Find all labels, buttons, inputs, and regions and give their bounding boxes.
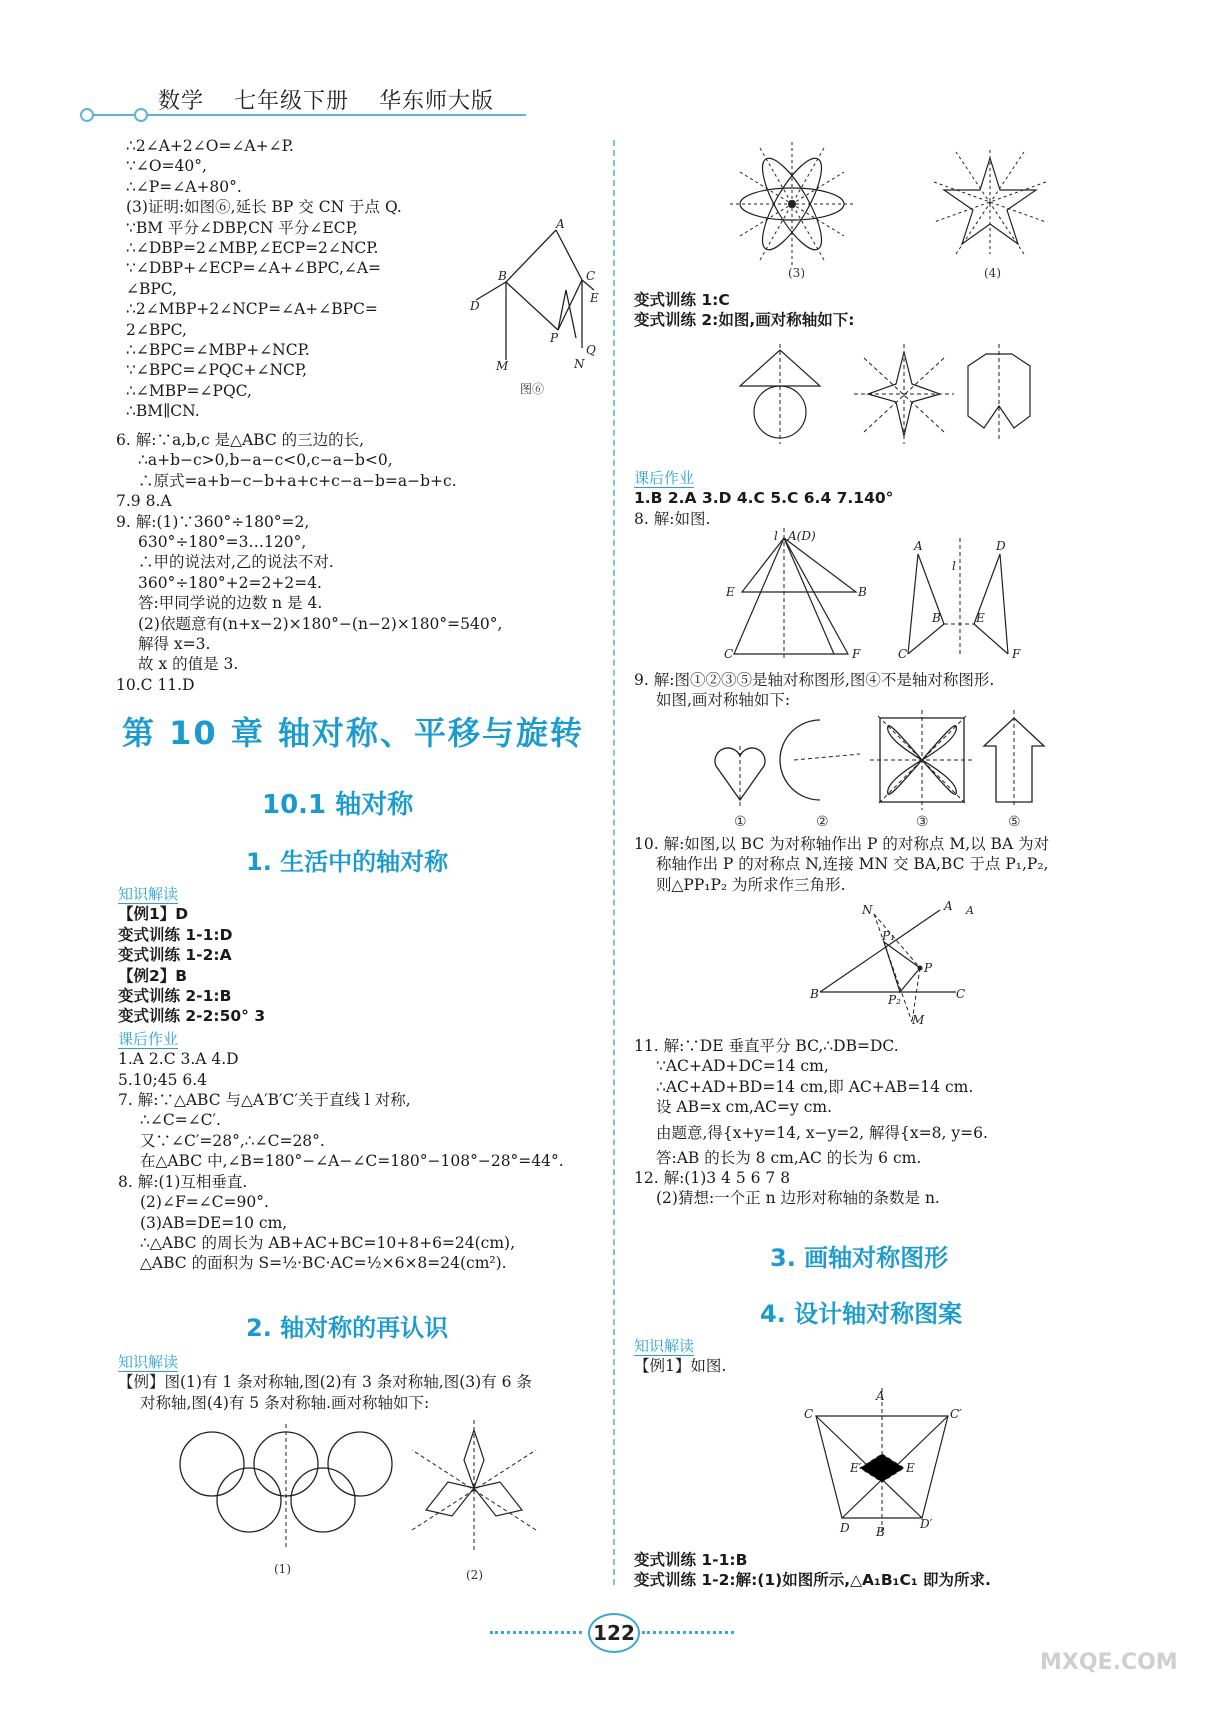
header-subject: 数学 xyxy=(158,89,205,114)
svg-text:D: D xyxy=(840,1521,850,1535)
text-line: ∴∠P=∠A+80°. xyxy=(126,177,242,196)
svg-text:E: E xyxy=(906,1461,915,1475)
text-line: 又∵∠C′=28°,∴∠C=28°. xyxy=(140,1131,325,1150)
label-circle-5: ⑤ xyxy=(1008,814,1021,830)
text-line: 630°÷180°=3…120°, xyxy=(138,533,307,552)
text-line: 7. 解:∵△ABC 与△A′B′C′关于直线 l 对称, xyxy=(118,1091,411,1110)
tag-knowledge: 知识解读 xyxy=(118,1353,179,1371)
svg-text:B: B xyxy=(932,611,941,625)
text-line: ∴∠DBP=2∠MBP,∠ECP=2∠NCP. xyxy=(126,239,379,258)
text-line: 8. 解:如图. xyxy=(634,509,711,528)
page-number: 122 xyxy=(588,1613,640,1653)
figure-variant-2 xyxy=(734,344,1064,444)
text-line: (3)AB=DE=10 cm, xyxy=(140,1213,288,1232)
svg-text:F: F xyxy=(852,647,861,661)
page-header xyxy=(158,84,516,115)
header-edition: 华东师大版 xyxy=(379,89,495,114)
svg-text:D: D xyxy=(996,539,1006,553)
text-line: △ABC 的面积为 S=½·BC·AC=½×6×8=24(cm²). xyxy=(140,1254,507,1273)
text-line xyxy=(634,1570,991,1590)
right-variant-block xyxy=(634,290,854,331)
left-example-block xyxy=(118,882,564,1274)
label-circle-3: ③ xyxy=(916,814,929,830)
svg-text:C: C xyxy=(804,1407,814,1421)
right-homework-block xyxy=(634,466,893,529)
text-line: ∠BPC, xyxy=(126,279,178,298)
text-line: 8. 解:(1)互相垂直. xyxy=(118,1172,248,1191)
text-line: 11. 解:∵DE 垂直平分 BC,∴DB=DC. xyxy=(634,1037,899,1055)
text-line: 则△PP₁P₂ 为所求作三角形. xyxy=(656,875,846,894)
text-line: (2)依题意有(n+x−2)×180°−(n−2)×180°=540°, xyxy=(138,614,503,633)
svg-text:M: M xyxy=(496,359,509,373)
figure-1-caption: (1) xyxy=(274,1562,291,1576)
svg-text:D′: D′ xyxy=(920,1517,933,1531)
text-line: 【例1】如图. xyxy=(634,1357,727,1376)
svg-text:A: A xyxy=(914,539,923,553)
text-line: 设 AB=x cm,AC=y cm. xyxy=(656,1098,833,1117)
svg-text:C: C xyxy=(724,647,734,661)
text-line: 变式训练 1:C xyxy=(634,291,730,309)
label-circle-1: ① xyxy=(734,814,747,830)
figure-3-caption: (3) xyxy=(788,266,805,280)
svg-text:P: P xyxy=(924,961,933,975)
text-line: ∴2∠A+2∠O=∠A+∠P. xyxy=(126,137,294,155)
text-line: ∴2∠MBP+2∠NCP=∠A+∠BPC= xyxy=(126,300,378,319)
figure-q8 xyxy=(718,528,1048,660)
svg-text:E′: E′ xyxy=(850,1461,862,1475)
svg-text:A(D): A(D) xyxy=(788,529,816,543)
svg-text:B: B xyxy=(498,269,507,283)
svg-text:l: l xyxy=(952,559,956,573)
text-line: ∴∠BPC=∠MBP+∠NCP. xyxy=(126,341,310,360)
text-line: (2)猜想:一个正 n 边形对称轴的条数是 n. xyxy=(656,1189,940,1208)
text-line: ∵AC+AD+DC=14 cm, xyxy=(656,1057,829,1076)
left-example2-block xyxy=(118,1350,532,1413)
text-line: 答:AB 的长为 8 cm,AC 的长为 6 cm. xyxy=(656,1148,922,1167)
page-number-rule xyxy=(642,1631,734,1634)
svg-text:B: B xyxy=(810,987,819,1001)
text-line: 变式训练 1-2:解:(1)如图所示,△A₁B₁C₁ 即为所求. xyxy=(634,1571,991,1590)
text-line: 5.10;45 6.4 xyxy=(118,1070,208,1089)
figure-2-caption: (2) xyxy=(466,1568,483,1582)
text-line: 10. 解:如图,以 BC 为对称轴作出 P 的对称点 M,以 BA 为对 xyxy=(634,835,1050,853)
tag-homework: 课后作业 xyxy=(634,469,695,487)
svg-text:C: C xyxy=(956,987,966,1001)
text-line: 9. 解:图①②③⑤是轴对称图形,图④不是轴对称图形. xyxy=(634,671,995,689)
text-line: 9. 解:(1)∵360°÷180°=2, xyxy=(116,512,310,531)
svg-text:A: A xyxy=(556,217,565,231)
right-q11-block xyxy=(634,1036,988,1209)
tag-knowledge: 知识解读 xyxy=(118,885,179,903)
text-line: ∵∠BPC=∠PQC+∠NCP, xyxy=(126,361,308,380)
text-line: 2∠BPC, xyxy=(126,320,187,339)
svg-text:C′: C′ xyxy=(950,1407,962,1421)
text-line: 【例】图(1)有 1 条对称轴,图(2)有 3 条对称轴,图(3)有 6 条 xyxy=(118,1373,532,1392)
page-number-rule xyxy=(490,1631,582,1634)
text-line: (3)证明:如图⑥,延长 BP 交 CN 于点 Q. xyxy=(126,198,402,217)
text-line: 解得 x=3. xyxy=(138,635,211,654)
text-line: 如图,画对称轴如下: xyxy=(656,691,791,710)
right-variant-end xyxy=(634,1550,991,1591)
svg-text:Q: Q xyxy=(586,343,596,357)
svg-text:N: N xyxy=(862,903,873,917)
text-line: 360°÷180°+2=2+2=4. xyxy=(138,573,322,592)
header-grade: 七年级下册 xyxy=(234,89,350,114)
right-example-block xyxy=(634,1334,726,1377)
svg-text:E: E xyxy=(590,291,599,305)
svg-text:l: l xyxy=(774,529,778,543)
text-line: ∴∠C=∠C′. xyxy=(140,1111,221,1130)
text-line: 变式训练 2:如图,画对称轴如下: xyxy=(634,311,855,330)
text-line: 变式训练 1-2:A xyxy=(118,946,232,965)
text-line: ∴∠MBP=∠PQC, xyxy=(126,381,252,400)
text-line: ∴AC+AD+BD=14 cm,即 AC+AB=14 cm. xyxy=(656,1077,974,1096)
figure-6-caption: 图⑥ xyxy=(520,382,545,396)
header-rule xyxy=(86,114,526,116)
figure-q10 xyxy=(806,899,974,1028)
svg-text:N: N xyxy=(574,357,585,371)
text-line: 6. 解:∵a,b,c 是△ABC 的三边的长, xyxy=(116,431,365,449)
svg-text:P₂: P₂ xyxy=(888,993,901,1007)
svg-text:E: E xyxy=(726,585,735,599)
text-line: ∴△ABC 的周长为 AB+AC+BC=10+8+6=24(cm), xyxy=(140,1233,516,1252)
text-line: 由题意,得{x+y=14, x−y=2, 解得{x=8, y=6. xyxy=(656,1123,988,1142)
text-line: 12. 解:(1)3 4 5 6 7 8 xyxy=(634,1169,791,1188)
figure-3-ellipses xyxy=(730,142,860,262)
figure-example-1 xyxy=(800,1388,970,1538)
text-line: ∴BM∥CN. xyxy=(126,402,200,421)
text-line: 在△ABC 中,∠B=180°−∠A−∠C=180°−108°−28°=44°. xyxy=(140,1152,564,1171)
text-line: 称轴作出 P 的对称点 N,连接 MN 交 BA,BC 于点 P₁,P₂, xyxy=(656,855,1049,874)
svg-text:P₁: P₁ xyxy=(882,929,895,943)
header-dot xyxy=(134,108,148,122)
section-10-1: 10.1 轴对称 xyxy=(262,790,414,820)
svg-text:B: B xyxy=(876,1525,885,1539)
subsection-1: 1. 生活中的轴对称 xyxy=(246,848,449,876)
figure-rings xyxy=(180,1424,400,1554)
subsection-2: 2. 轴对称的再认识 xyxy=(246,1314,449,1342)
chapter-title: 第 10 章 轴对称、平移与旋转 xyxy=(122,714,584,752)
text-line: 【例1】D xyxy=(118,905,189,924)
right-q10-block xyxy=(634,834,1049,895)
text-line: 变式训练 1-1:B xyxy=(634,1551,748,1569)
text-line: 10.C 11.D xyxy=(116,675,195,694)
watermark: MXQE.COM xyxy=(1040,1650,1178,1675)
text-line: 答:甲同学说的边数 n 是 4. xyxy=(138,594,323,613)
text-line: (2)∠F=∠C=90°. xyxy=(140,1193,269,1212)
svg-text:A: A xyxy=(876,1389,885,1403)
text-line: 故 x 的值是 3. xyxy=(138,655,239,674)
text-line: ∴甲的说法对,乙的说法不对. xyxy=(138,553,334,572)
text-line: ∴a+b−c>0,b−a−c<0,c−a−b<0, xyxy=(138,451,393,470)
svg-text:P: P xyxy=(550,331,559,345)
text-line: 变式训练 2-1:B xyxy=(118,987,232,1006)
svg-text:M: M xyxy=(912,1013,925,1027)
tag-knowledge: 知识解读 xyxy=(634,1337,695,1355)
svg-text:D: D xyxy=(470,299,480,313)
figure-6 xyxy=(470,218,610,378)
text-line: 7.9 8.A xyxy=(116,492,172,511)
text-line: 对称轴,图(4)有 5 条对称轴.画对称轴如下: xyxy=(140,1393,430,1412)
subsection-4: 4. 设计轴对称图案 xyxy=(760,1300,963,1328)
label-circle-2: ② xyxy=(816,814,829,830)
figure-rhombi xyxy=(412,1420,552,1560)
svg-text:B: B xyxy=(858,585,867,599)
text-line: ∴原式=a+b−c−b+a+c+c−a−b=a−b+c. xyxy=(138,471,457,490)
right-q9-block xyxy=(634,670,994,711)
tag-homework: 课后作业 xyxy=(118,1029,179,1048)
text-line: 变式训练 2-2:50° 3 xyxy=(118,1007,266,1026)
text-line: ∵BM 平分∠DBP,CN 平分∠ECP, xyxy=(126,218,358,237)
column-divider xyxy=(613,140,615,1585)
text-line: ∵∠O=40°, xyxy=(126,157,207,176)
svg-text:F: F xyxy=(1012,647,1021,661)
text-line: 1.B 2.A 3.D 4.C 5.C 6.4 7.140° xyxy=(634,489,894,508)
svg-text:A: A xyxy=(966,904,974,917)
text-line: ∵∠DBP+∠ECP=∠A+∠BPC,∠A= xyxy=(126,259,382,278)
figure-q9 xyxy=(710,710,1070,810)
left-answers-block xyxy=(116,430,502,695)
header-dot xyxy=(80,108,94,122)
left-proof-block xyxy=(126,136,402,422)
figure-4-caption: (4) xyxy=(984,266,1001,280)
svg-text:A: A xyxy=(944,899,953,913)
text-line: 变式训练 1-1:D xyxy=(118,925,233,944)
text-line: 1.A 2.C 3.A 4.D xyxy=(118,1050,239,1069)
svg-text:C: C xyxy=(898,647,908,661)
subsection-3: 3. 画轴对称图形 xyxy=(770,1244,949,1272)
text-line: 【例2】B xyxy=(118,966,188,985)
figure-4-star xyxy=(930,150,1050,260)
svg-text:E: E xyxy=(976,611,985,625)
svg-text:C: C xyxy=(586,269,596,283)
